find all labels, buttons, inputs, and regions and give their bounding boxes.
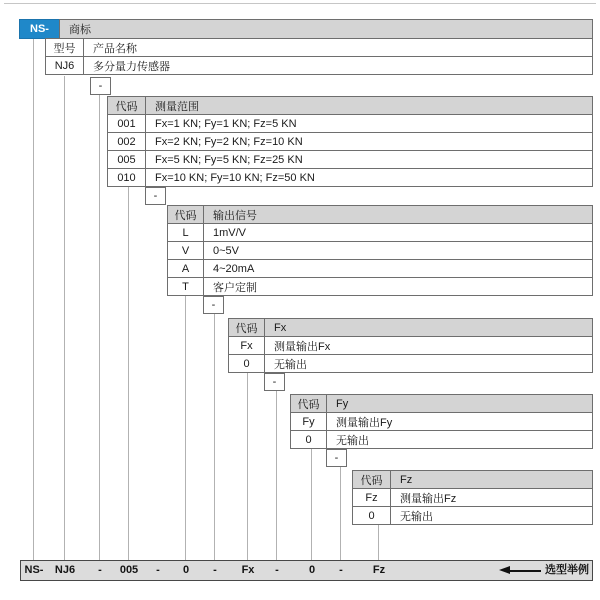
code-table-Fx [228,318,593,373]
left-arrow-line [510,570,541,572]
example-segment: 0 [182,564,190,576]
value-header-cell: 输出信号 [204,206,593,224]
connector-line [64,76,65,561]
code-cell: Fx [229,337,265,355]
value-cell: Fx=10 KN; Fy=10 KN; Fz=50 KN [146,169,593,187]
code-cell: Fy [291,413,327,431]
separator-cell: - [264,373,285,391]
code-cell: Fz [353,489,391,507]
code-cell: T [168,278,204,296]
value-header-cell: Fz [391,471,593,489]
connector-line [247,372,248,561]
value-header-cell: Fx [265,319,593,337]
code-header-cell: 代码 [168,206,204,224]
connector-line [340,466,341,561]
connector-line [99,94,100,561]
value-cell: 多分量力传感器 [84,57,593,75]
code-cell: L [168,224,204,242]
value-cell: 1mV/V [204,224,593,242]
code-cell: 002 [108,133,146,151]
code-header-cell: 代码 [108,97,146,115]
separator-cell: - [145,187,166,205]
connector-line [276,390,277,561]
value-header-cell: Fy [327,395,593,413]
example-segment: - [213,564,217,576]
example-segment: 0 [308,564,316,576]
value-cell: 4~20mA [204,260,593,278]
separator-cell: - [203,296,224,314]
code-cell: 001 [108,115,146,133]
code-cell: 0 [229,355,265,373]
model-table [45,38,593,75]
value-cell: Fx=2 KN; Fy=2 KN; Fz=10 KN [146,133,593,151]
separator-cell: - [326,449,347,467]
example-segment: Fx [241,564,255,576]
example-segment: - [98,564,102,576]
code-header-cell: 代码 [291,395,327,413]
example-segment: Fz [372,564,386,576]
value-cell: 测量输出Fy [327,413,593,431]
value-cell: 测量输出Fz [391,489,593,507]
value-cell: Fx=1 KN; Fy=1 KN; Fz=5 KN [146,115,593,133]
code-cell: 型号 [46,39,84,57]
value-cell: 0~5V [204,242,593,260]
value-cell: 无输出 [391,507,593,525]
value-cell: Fx=5 KN; Fy=5 KN; Fz=25 KN [146,151,593,169]
example-segment: NJ6 [54,564,76,576]
example-segment: - [275,564,279,576]
code-cell: 0 [291,431,327,449]
value-cell: 无输出 [327,431,593,449]
code-table-测量范围 [107,96,593,187]
connector-line [378,524,379,561]
code-table-Fz [352,470,593,525]
example-segment: NS- [24,564,44,576]
value-cell: 无输出 [265,355,593,373]
connector-line [311,448,312,561]
left-arrow-icon [499,566,510,574]
code-table-Fy [290,394,593,449]
brand-code-cell: NS- [19,19,60,39]
example-segment: - [339,564,343,576]
value-header-cell: 测量范围 [146,97,593,115]
example-segment: - [156,564,160,576]
value-cell: 产品名称 [84,39,593,57]
code-header-cell: 代码 [229,319,265,337]
code-cell: A [168,260,204,278]
value-cell: 客户定制 [204,278,593,296]
value-cell: 测量输出Fx [265,337,593,355]
code-cell: V [168,242,204,260]
connector-line [128,186,129,561]
code-header-cell: 代码 [353,471,391,489]
connector-line [214,313,215,561]
brand-label-cell: 商标 [59,19,593,39]
code-cell: NJ6 [46,57,84,75]
connector-line [185,295,186,561]
code-cell: 005 [108,151,146,169]
top-rule [4,3,596,4]
code-table-输出信号 [167,205,593,296]
example-code-bar [20,560,593,581]
separator-cell: - [90,77,111,95]
example-bar-caption: 选型举例 [545,564,589,576]
code-cell: 0 [353,507,391,525]
example-segment: 005 [119,564,139,576]
code-cell: 010 [108,169,146,187]
connector-line [33,39,34,561]
